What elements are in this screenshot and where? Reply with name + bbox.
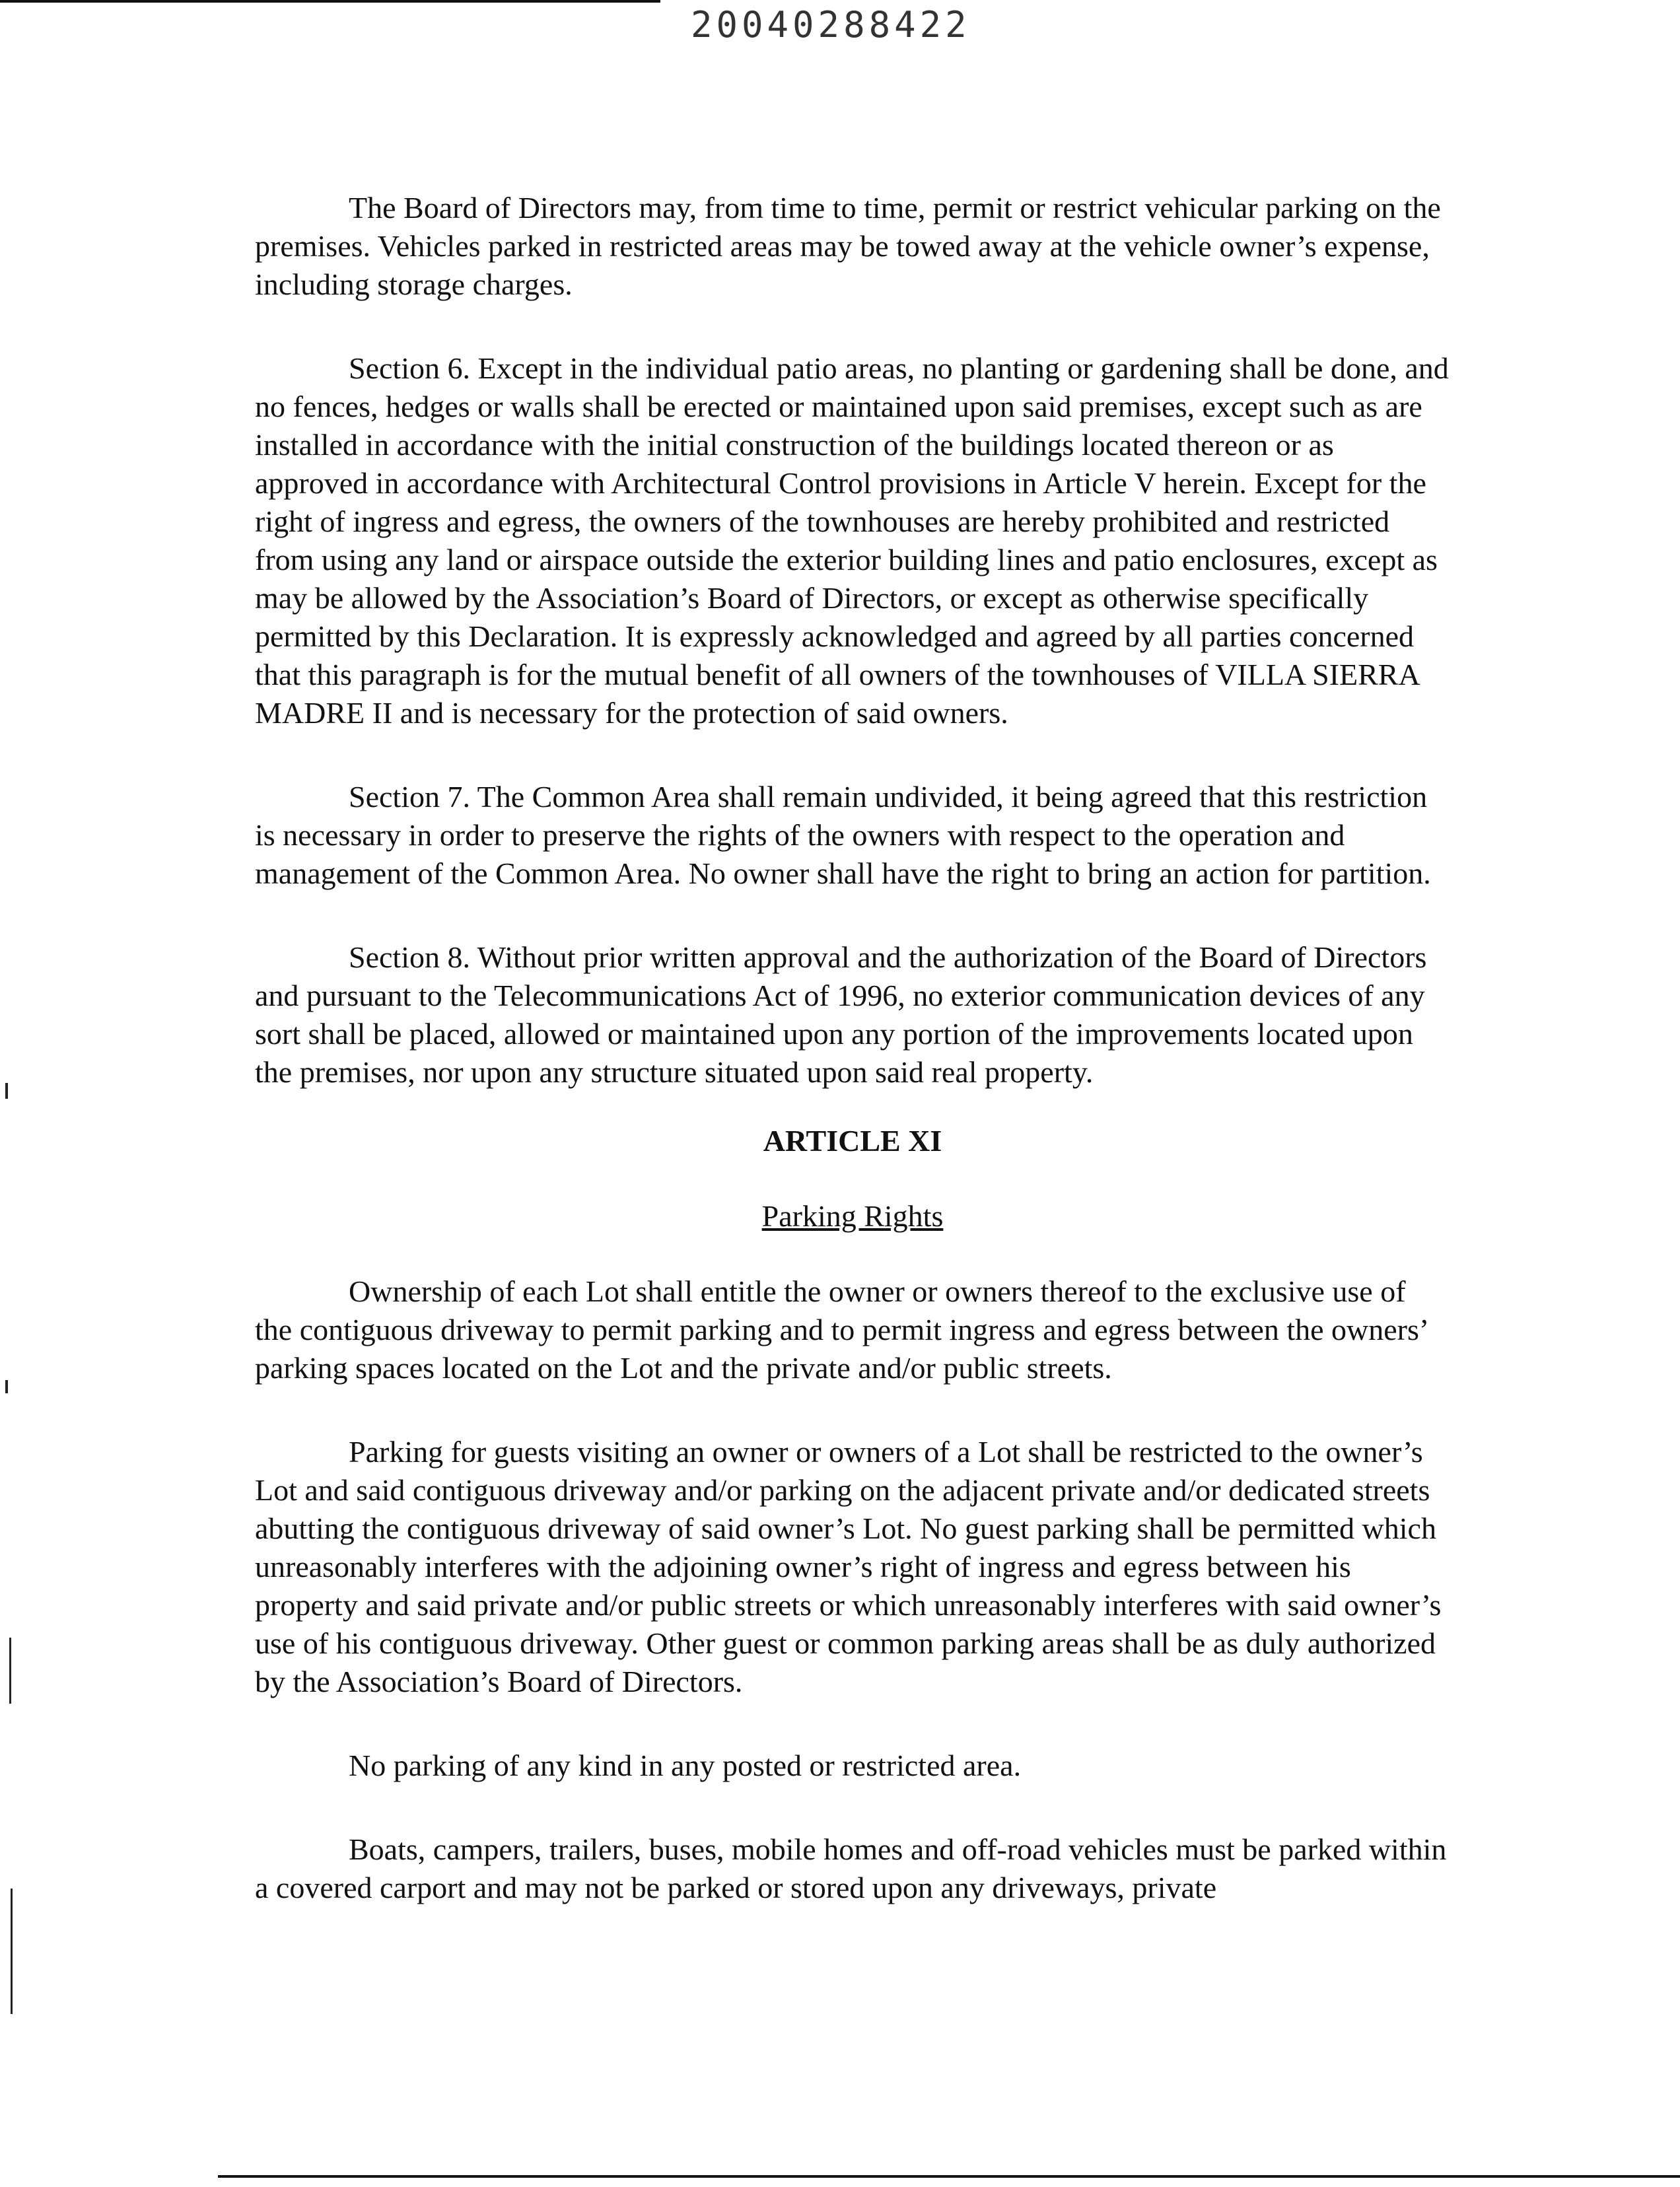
scan-margin-mark (9, 1638, 11, 1704)
paragraph-parking-restriction: The Board of Directors may, from time to time, permit or restrict vehicular parking on the premises. Vehicles parked in restricted areas may be towed away at the vehicle owner’s expense, including storage charges. (255, 191, 1441, 301)
paragraph-no-parking: No parking of any kind in any posted or restricted area. (349, 1749, 1022, 1782)
bottom-scan-rule (218, 2175, 1680, 2178)
paragraph-section-6: Section 6. Except in the individual patio areas, no planting or gardening shall be done, and no fences, hedges or walls shall be erected or maintained upon said premises, except such as are installed in accordance with the initial construction of the buildings located thereon or as approved in accordance with Architectural Control provisions in Article V herein. Except for the right of ingress and egress, the owners of the townhouses are hereby prohibited and restricted from using any land or airspace outside the exterior building lines and patio enclosures, except as may be allowed by the Association’s Board of Directors, or except as otherwise specifically permitted by this Declaration. It is expressly acknowledged and agreed by all parties concerned that this paragraph is for the mutual benefit of all owners of the townhouses of VILLA SIERRA MADRE II and is necessary for the protection of said owners. (255, 351, 1449, 730)
document-number: 20040288422 (691, 4, 971, 46)
top-scan-rule (0, 0, 660, 3)
scan-margin-mark (5, 1380, 8, 1393)
article-title: ARTICLE XI (763, 1124, 942, 1158)
document-body (255, 189, 1450, 1953)
article-subtitle: Parking Rights (761, 1199, 944, 1233)
paragraph-lot-ownership: Ownership of each Lot shall entitle the owner or owners thereof to the exclusive use of the contiguous driveway to permit parking and to permit ingress and egress between the owners’ parking spaces located on the Lot and the private and/or public streets. (255, 1274, 1427, 1385)
paragraph-section-7: Section 7. The Common Area shall remain undivided, it being agreed that this restriction is necessary in order to preserve the rights of the owners with respect to the operation and management of the Common Area. No owner shall have the right to bring an action for partition. (255, 780, 1431, 890)
paragraph-guest-parking: Parking for guests visiting an owner or owners of a Lot shall be restricted to the owner’s Lot and said contiguous driveway and/or parking on the adjacent private and/or dedicated streets abutting the contiguous driveway of said owner’s Lot. No guest parking shall be permitted which unreasonably interferes with the adjoining owner’s right of ingress and egress between his property and said private and/or public streets or which unreasonably interferes with said owner’s use of his contiguous driveway. Other guest or common parking areas shall be as duly authorized by the Association’s Board of Directors. (255, 1435, 1442, 1698)
scan-margin-mark (5, 1083, 8, 1099)
scan-margin-mark (11, 1889, 13, 2014)
paragraph-section-8: Section 8. Without prior written approval and the authorization of the Board of Directors and pursuant to the Telecommunications Act of 1996, no exterior communication devices of any sort shall be placed, allowed or maintained upon any portion of the improvements located upon the premises, nor upon any structure situated upon said real property. (255, 940, 1427, 1089)
paragraph-vehicles: Boats, campers, trailers, buses, mobile homes and off-road vehicles must be parked within a covered carport and may not be parked or stored upon any driveways, private (255, 1832, 1447, 1904)
